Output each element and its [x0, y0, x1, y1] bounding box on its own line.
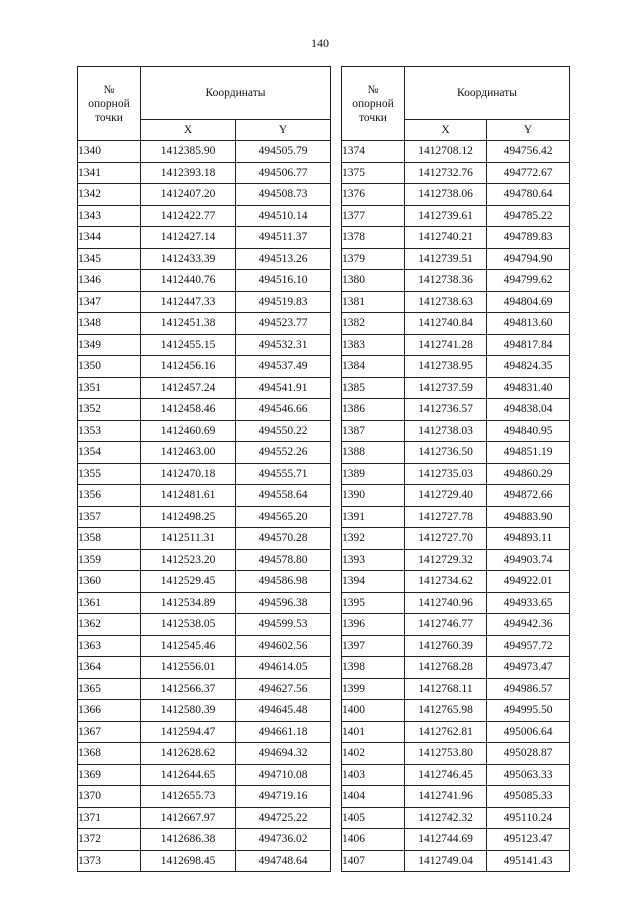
x-coordinate-cell: 1412741.28: [405, 334, 487, 356]
point-number-cell: 1354: [78, 442, 141, 464]
point-number-cell: 1393: [342, 549, 405, 571]
y-coordinate-cell: 495063.33: [487, 764, 570, 786]
table-row: [78, 463, 331, 485]
point-number-cell: 1367: [78, 721, 141, 743]
point-number-cell: 1405: [342, 807, 405, 829]
point-number-cell: 1371: [78, 807, 141, 829]
point-number-cell: 1406: [342, 829, 405, 851]
x-coordinate-cell: 1412762.81: [405, 721, 487, 743]
table-row: [342, 270, 570, 292]
table-row: [78, 850, 331, 872]
table-row: [78, 442, 331, 464]
table-row: [78, 721, 331, 743]
y-coordinate-cell: 494570.28: [236, 528, 331, 550]
y-column-header: Y: [236, 120, 331, 141]
table-row: [342, 442, 570, 464]
x-coordinate-cell: 1412738.63: [405, 291, 487, 313]
point-number-cell: 1351: [78, 377, 141, 399]
coordinates-table-right: [341, 66, 570, 872]
table-row: [342, 162, 570, 184]
point-number-cell: 1341: [78, 162, 141, 184]
table-row: [78, 399, 331, 421]
y-coordinate-cell: 494510.14: [236, 205, 331, 227]
x-coordinate-cell: 1412738.03: [405, 420, 487, 442]
point-number-cell: 1377: [342, 205, 405, 227]
x-coordinate-cell: 1412456.16: [141, 356, 236, 378]
point-number-cell: 1386: [342, 399, 405, 421]
point-number-cell: 1401: [342, 721, 405, 743]
x-coordinate-cell: 1412498.25: [141, 506, 236, 528]
table-row: [342, 485, 570, 507]
x-coordinate-cell: 1412534.89: [141, 592, 236, 614]
y-column-header: Y: [487, 120, 570, 141]
point-number-cell: 1388: [342, 442, 405, 464]
point-number-cell: 1394: [342, 571, 405, 593]
table-row: [342, 635, 570, 657]
table-row: [342, 356, 570, 378]
table-row: [342, 377, 570, 399]
table-row: [342, 850, 570, 872]
coordinates-header: Координаты: [141, 67, 331, 120]
y-coordinate-cell: 494995.50: [487, 700, 570, 722]
table-row: [78, 506, 331, 528]
point-number-cell: 1359: [78, 549, 141, 571]
table-row: [78, 743, 331, 765]
y-coordinate-cell: 494558.64: [236, 485, 331, 507]
x-coordinate-cell: 1412734.62: [405, 571, 487, 593]
y-coordinate-cell: 494645.48: [236, 700, 331, 722]
y-coordinate-cell: 495085.33: [487, 786, 570, 808]
y-coordinate-cell: 494513.26: [236, 248, 331, 270]
page-number: 140: [311, 36, 329, 50]
y-coordinate-cell: 494661.18: [236, 721, 331, 743]
point-number-cell: 1344: [78, 227, 141, 249]
y-coordinate-cell: 494627.56: [236, 678, 331, 700]
table-row: [78, 829, 331, 851]
point-number-cell: 1361: [78, 592, 141, 614]
table-row: [78, 807, 331, 829]
x-coordinate-cell: 1412736.57: [405, 399, 487, 421]
point-number-cell: 1373: [78, 850, 141, 872]
x-coordinate-cell: 1412698.45: [141, 850, 236, 872]
x-coordinate-cell: 1412738.95: [405, 356, 487, 378]
y-coordinate-cell: 494780.64: [487, 184, 570, 206]
x-coordinate-cell: 1412740.84: [405, 313, 487, 335]
y-coordinate-cell: 494772.67: [487, 162, 570, 184]
point-number-cell: 1389: [342, 463, 405, 485]
x-coordinate-cell: 1412746.45: [405, 764, 487, 786]
table-row: [78, 678, 331, 700]
y-coordinate-cell: 495123.47: [487, 829, 570, 851]
point-number-cell: 1355: [78, 463, 141, 485]
x-coordinate-cell: 1412749.04: [405, 850, 487, 872]
y-coordinate-cell: 494872.66: [487, 485, 570, 507]
table-row: [342, 184, 570, 206]
y-coordinate-cell: 494614.05: [236, 657, 331, 679]
point-number-cell: 1390: [342, 485, 405, 507]
point-number-cell: 1353: [78, 420, 141, 442]
y-coordinate-cell: 495110.24: [487, 807, 570, 829]
y-coordinate-cell: 494552.26: [236, 442, 331, 464]
point-number-cell: 1366: [78, 700, 141, 722]
y-coordinate-cell: 494824.35: [487, 356, 570, 378]
y-coordinate-cell: 494596.38: [236, 592, 331, 614]
y-coordinate-cell: 494508.73: [236, 184, 331, 206]
table-row: [342, 614, 570, 636]
table-row: [78, 334, 331, 356]
point-number-cell: 1375: [342, 162, 405, 184]
y-coordinate-cell: 494942.36: [487, 614, 570, 636]
x-coordinate-cell: 1412463.00: [141, 442, 236, 464]
y-coordinate-cell: 494804.69: [487, 291, 570, 313]
x-coordinate-cell: 1412455.15: [141, 334, 236, 356]
y-coordinate-cell: 494519.83: [236, 291, 331, 313]
point-number-cell: 1385: [342, 377, 405, 399]
point-number-cell: 1372: [78, 829, 141, 851]
table-row: [342, 764, 570, 786]
x-coordinate-cell: 1412732.76: [405, 162, 487, 184]
point-number-cell: 1368: [78, 743, 141, 765]
point-number-cell: 1365: [78, 678, 141, 700]
x-coordinate-cell: 1412738.36: [405, 270, 487, 292]
table-row: [342, 743, 570, 765]
table-row: [78, 313, 331, 335]
x-coordinate-cell: 1412708.12: [405, 141, 487, 163]
x-column-header: X: [141, 120, 236, 141]
table-row: [78, 571, 331, 593]
y-coordinate-cell: 494523.77: [236, 313, 331, 335]
x-coordinate-cell: 1412737.59: [405, 377, 487, 399]
table-row: [78, 205, 331, 227]
y-coordinate-cell: 494736.02: [236, 829, 331, 851]
table-row: [78, 614, 331, 636]
table-row: [342, 528, 570, 550]
x-coordinate-cell: 1412458.46: [141, 399, 236, 421]
table-row: [78, 485, 331, 507]
y-coordinate-cell: 494565.20: [236, 506, 331, 528]
table-row: [78, 291, 331, 313]
point-number-cell: 1397: [342, 635, 405, 657]
point-number-cell: 1369: [78, 764, 141, 786]
y-coordinate-cell: 494516.10: [236, 270, 331, 292]
point-number-cell: 1379: [342, 248, 405, 270]
table-row: [78, 635, 331, 657]
table-row: [78, 700, 331, 722]
x-coordinate-cell: 1412422.77: [141, 205, 236, 227]
point-number-cell: 1376: [342, 184, 405, 206]
point-number-cell: 1358: [78, 528, 141, 550]
table-row: [78, 227, 331, 249]
y-coordinate-cell: 494973.47: [487, 657, 570, 679]
table-row: [342, 721, 570, 743]
table-row: [342, 807, 570, 829]
table-row: [78, 356, 331, 378]
y-coordinate-cell: 494505.79: [236, 141, 331, 163]
x-coordinate-cell: 1412742.32: [405, 807, 487, 829]
y-coordinate-cell: 494506.77: [236, 162, 331, 184]
x-coordinate-cell: 1412556.01: [141, 657, 236, 679]
point-number-cell: 1382: [342, 313, 405, 335]
y-coordinate-cell: 494532.31: [236, 334, 331, 356]
point-number-cell: 1383: [342, 334, 405, 356]
table-row: [342, 657, 570, 679]
x-coordinate-cell: 1412741.96: [405, 786, 487, 808]
point-number-cell: 1404: [342, 786, 405, 808]
x-coordinate-cell: 1412738.06: [405, 184, 487, 206]
point-number-cell: 1399: [342, 678, 405, 700]
y-coordinate-cell: 494602.56: [236, 635, 331, 657]
point-number-cell: 1370: [78, 786, 141, 808]
x-coordinate-cell: 1412580.39: [141, 700, 236, 722]
point-number-cell: 1398: [342, 657, 405, 679]
table-row: [342, 463, 570, 485]
table-row: [78, 528, 331, 550]
y-coordinate-cell: 494893.11: [487, 528, 570, 550]
table-row: [78, 377, 331, 399]
x-coordinate-cell: 1412447.33: [141, 291, 236, 313]
table-row: [342, 334, 570, 356]
x-coordinate-cell: 1412511.31: [141, 528, 236, 550]
x-coordinate-cell: 1412760.39: [405, 635, 487, 657]
x-coordinate-cell: 1412393.18: [141, 162, 236, 184]
y-coordinate-cell: 494922.01: [487, 571, 570, 593]
point-number-cell: 1352: [78, 399, 141, 421]
point-number-cell: 1381: [342, 291, 405, 313]
x-coordinate-cell: 1412736.50: [405, 442, 487, 464]
table-row: [78, 141, 331, 163]
x-coordinate-cell: 1412686.38: [141, 829, 236, 851]
x-coordinate-cell: 1412440.76: [141, 270, 236, 292]
x-coordinate-cell: 1412727.70: [405, 528, 487, 550]
table-row: [342, 141, 570, 163]
x-coordinate-cell: 1412739.51: [405, 248, 487, 270]
table-row: [342, 829, 570, 851]
point-number-cell: 1362: [78, 614, 141, 636]
y-coordinate-cell: 495006.64: [487, 721, 570, 743]
y-coordinate-cell: 494599.53: [236, 614, 331, 636]
x-coordinate-cell: 1412765.98: [405, 700, 487, 722]
point-number-cell: 1350: [78, 356, 141, 378]
table-row: [78, 248, 331, 270]
point-number-cell: 1349: [78, 334, 141, 356]
x-coordinate-cell: 1412729.32: [405, 549, 487, 571]
table-row: [342, 248, 570, 270]
table-row: [342, 420, 570, 442]
point-number-cell: 1357: [78, 506, 141, 528]
y-coordinate-cell: 494789.83: [487, 227, 570, 249]
point-number-header: № опорной точки: [78, 67, 141, 141]
y-coordinate-cell: 494903.74: [487, 549, 570, 571]
x-coordinate-cell: 1412753.80: [405, 743, 487, 765]
point-number-cell: 1360: [78, 571, 141, 593]
x-coordinate-cell: 1412451.38: [141, 313, 236, 335]
x-coordinate-cell: 1412729.40: [405, 485, 487, 507]
y-coordinate-cell: 494710.08: [236, 764, 331, 786]
y-coordinate-cell: 494838.04: [487, 399, 570, 421]
y-coordinate-cell: 494785.22: [487, 205, 570, 227]
x-coordinate-cell: 1412667.97: [141, 807, 236, 829]
x-coordinate-cell: 1412523.20: [141, 549, 236, 571]
point-number-cell: 1343: [78, 205, 141, 227]
y-coordinate-cell: 495028.87: [487, 743, 570, 765]
table-row: [342, 700, 570, 722]
x-coordinate-cell: 1412628.62: [141, 743, 236, 765]
x-coordinate-cell: 1412460.69: [141, 420, 236, 442]
table-row: [78, 162, 331, 184]
y-coordinate-cell: 494933.65: [487, 592, 570, 614]
table-row: [342, 205, 570, 227]
table-body: [342, 141, 570, 872]
x-coordinate-cell: 1412545.46: [141, 635, 236, 657]
x-coordinate-cell: 1412740.96: [405, 592, 487, 614]
x-coordinate-cell: 1412768.11: [405, 678, 487, 700]
y-coordinate-cell: 494719.16: [236, 786, 331, 808]
y-coordinate-cell: 494883.90: [487, 506, 570, 528]
x-coordinate-cell: 1412457.24: [141, 377, 236, 399]
table-row: [78, 592, 331, 614]
table-row: [78, 549, 331, 571]
y-coordinate-cell: 494725.22: [236, 807, 331, 829]
x-coordinate-cell: 1412566.37: [141, 678, 236, 700]
table-row: [342, 506, 570, 528]
y-coordinate-cell: 494756.42: [487, 141, 570, 163]
point-number-cell: 1340: [78, 141, 141, 163]
x-coordinate-cell: 1412768.28: [405, 657, 487, 679]
point-number-cell: 1395: [342, 592, 405, 614]
y-coordinate-cell: 494813.60: [487, 313, 570, 335]
y-coordinate-cell: 495141.43: [487, 850, 570, 872]
point-number-cell: 1400: [342, 700, 405, 722]
table-row: [78, 420, 331, 442]
point-number-cell: 1403: [342, 764, 405, 786]
point-number-header: № опорной точки: [342, 67, 405, 141]
y-coordinate-cell: 494555.71: [236, 463, 331, 485]
point-number-cell: 1356: [78, 485, 141, 507]
y-coordinate-cell: 494794.90: [487, 248, 570, 270]
x-coordinate-cell: 1412744.69: [405, 829, 487, 851]
table-row: [342, 549, 570, 571]
point-number-cell: 1380: [342, 270, 405, 292]
x-coordinate-cell: 1412433.39: [141, 248, 236, 270]
y-coordinate-cell: 494799.62: [487, 270, 570, 292]
table-row: [78, 184, 331, 206]
x-coordinate-cell: 1412481.61: [141, 485, 236, 507]
y-coordinate-cell: 494851.19: [487, 442, 570, 464]
table-row: [78, 270, 331, 292]
table-row: [342, 399, 570, 421]
point-number-cell: 1392: [342, 528, 405, 550]
y-coordinate-cell: 494511.37: [236, 227, 331, 249]
y-coordinate-cell: 494748.64: [236, 850, 331, 872]
point-number-cell: 1364: [78, 657, 141, 679]
point-number-cell: 1348: [78, 313, 141, 335]
point-number-cell: 1387: [342, 420, 405, 442]
y-coordinate-cell: 494831.40: [487, 377, 570, 399]
y-coordinate-cell: 494578.80: [236, 549, 331, 571]
coordinates-header: Координаты: [405, 67, 570, 120]
point-number-cell: 1342: [78, 184, 141, 206]
x-coordinate-cell: 1412529.45: [141, 571, 236, 593]
table-row: [342, 786, 570, 808]
table-row: [342, 227, 570, 249]
x-coordinate-cell: 1412470.18: [141, 463, 236, 485]
y-coordinate-cell: 494957.72: [487, 635, 570, 657]
x-coordinate-cell: 1412538.05: [141, 614, 236, 636]
x-coordinate-cell: 1412735.03: [405, 463, 487, 485]
point-number-cell: 1378: [342, 227, 405, 249]
y-coordinate-cell: 494541.91: [236, 377, 331, 399]
point-number-cell: 1384: [342, 356, 405, 378]
y-coordinate-cell: 494986.57: [487, 678, 570, 700]
y-coordinate-cell: 494817.84: [487, 334, 570, 356]
y-coordinate-cell: 494537.49: [236, 356, 331, 378]
y-coordinate-cell: 494694.32: [236, 743, 331, 765]
y-coordinate-cell: 494546.66: [236, 399, 331, 421]
point-number-cell: 1402: [342, 743, 405, 765]
x-coordinate-cell: 1412655.73: [141, 786, 236, 808]
x-coordinate-cell: 1412427.14: [141, 227, 236, 249]
x-coordinate-cell: 1412727.78: [405, 506, 487, 528]
table-row: [342, 592, 570, 614]
x-coordinate-cell: 1412746.77: [405, 614, 487, 636]
y-coordinate-cell: 494586.98: [236, 571, 331, 593]
point-number-cell: 1363: [78, 635, 141, 657]
table-row: [342, 571, 570, 593]
point-number-cell: 1346: [78, 270, 141, 292]
x-coordinate-cell: 1412385.90: [141, 141, 236, 163]
x-coordinate-cell: 1412740.21: [405, 227, 487, 249]
table-row: [342, 291, 570, 313]
point-number-cell: 1391: [342, 506, 405, 528]
coordinates-table-left: [77, 66, 331, 872]
x-coordinate-cell: 1412594.47: [141, 721, 236, 743]
point-number-cell: 1347: [78, 291, 141, 313]
table-row: [78, 657, 331, 679]
y-coordinate-cell: 494860.29: [487, 463, 570, 485]
x-coordinate-cell: 1412644.65: [141, 764, 236, 786]
point-number-cell: 1374: [342, 141, 405, 163]
y-coordinate-cell: 494550.22: [236, 420, 331, 442]
table-row: [78, 764, 331, 786]
point-number-cell: 1345: [78, 248, 141, 270]
point-number-cell: 1407: [342, 850, 405, 872]
x-coordinate-cell: 1412739.61: [405, 205, 487, 227]
table-body: [78, 141, 331, 872]
table-row: [342, 313, 570, 335]
y-coordinate-cell: 494840.95: [487, 420, 570, 442]
x-coordinate-cell: 1412407.20: [141, 184, 236, 206]
x-column-header: X: [405, 120, 487, 141]
table-row: [342, 678, 570, 700]
table-row: [78, 786, 331, 808]
point-number-cell: 1396: [342, 614, 405, 636]
